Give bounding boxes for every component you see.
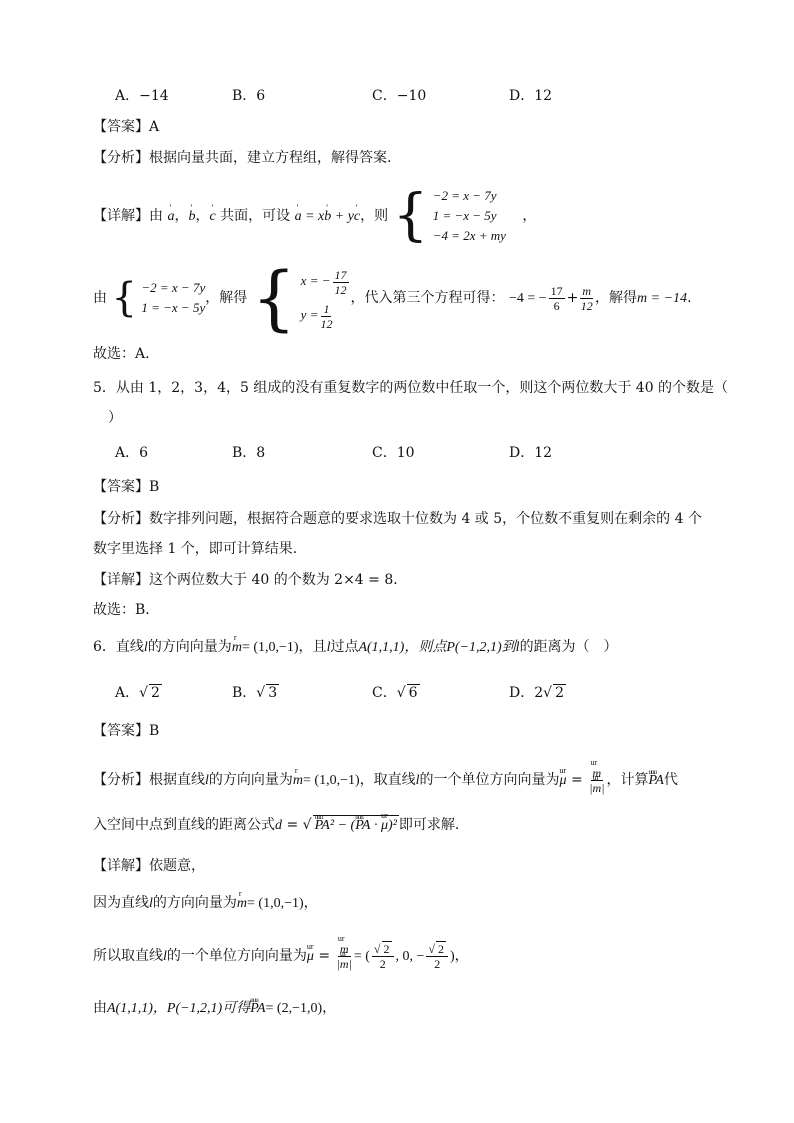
distance-formula: uuu PA² − (uuu PA · ur μ)² bbox=[313, 815, 399, 836]
vector-m: ur m bbox=[340, 957, 349, 971]
text: 根据直线 bbox=[149, 772, 205, 788]
symbol-l: l bbox=[149, 896, 153, 911]
sol-x: x = − bbox=[300, 273, 331, 288]
text: = (2,−1,0)， bbox=[265, 1001, 337, 1016]
option-b: B．√ 3 bbox=[232, 685, 278, 701]
sqrt-value: 2 bbox=[555, 685, 564, 701]
vector-m: r m bbox=[293, 761, 303, 801]
text: 代 bbox=[663, 772, 678, 788]
text: 即可求解. bbox=[398, 817, 460, 833]
text: = (1,0,−1)， bbox=[247, 896, 318, 911]
vector-m: r m bbox=[232, 638, 242, 658]
answer-value: A bbox=[149, 119, 160, 135]
analysis-tag: 【分析】 bbox=[93, 150, 149, 166]
analysis-line: 【分析】根据直线l的方向向量为r m= (1,0,−1)，取直线l的一个单位方向向量为ur μ = ur $\frac{m}{\text{|ur m|}}$ ，计算uuu PA代 bbox=[93, 760, 678, 801]
detail-tag: 【详解】 bbox=[93, 208, 149, 224]
text: ，计算 bbox=[606, 772, 649, 788]
sqrt-value: 3 bbox=[268, 685, 278, 701]
text: ，解得 bbox=[595, 290, 638, 306]
analysis-text: 根据向量共面，建立方程组，解得答案. bbox=[149, 150, 392, 166]
text: 的方向向量为 bbox=[208, 772, 293, 788]
option-label: C． bbox=[372, 685, 397, 701]
frac-den: 12 bbox=[320, 316, 333, 331]
system-eq: −2 = x − 7y bbox=[141, 280, 206, 295]
symbol-l: l bbox=[415, 773, 420, 788]
option-b: B．6 bbox=[232, 88, 266, 104]
frac-den: |ur m| bbox=[589, 781, 604, 795]
sqrt-value: 6 bbox=[408, 685, 418, 701]
option-label: D．2 bbox=[509, 685, 544, 701]
frac-num: 17 bbox=[334, 267, 347, 282]
solution-system: { x = − $\frac{17}{12}$ y = $\frac{1}{12}$ bbox=[251, 257, 347, 339]
frac-num: √ 2 bbox=[426, 941, 448, 957]
eq-left: −4 = − bbox=[508, 291, 547, 306]
analysis-line bbox=[93, 148, 391, 168]
text: = (1,0,−1)，取直线 bbox=[303, 773, 416, 788]
analysis-line-2: 入空间中点到直线的距离公式d = √uuu PA² − (uuu PA · ur μ)² 即可求解. bbox=[93, 815, 459, 836]
frac-num: m bbox=[582, 283, 592, 298]
point-a: A(1,1,1)，则点 bbox=[358, 640, 447, 655]
choose-line: 故选：B． bbox=[93, 602, 160, 618]
option-d: D．12 bbox=[509, 88, 553, 104]
symbol-l: l bbox=[163, 949, 167, 964]
vector-mu: ur μ bbox=[560, 761, 567, 801]
detail-tag: 【详解】 bbox=[93, 572, 149, 588]
system-eq: 1 = −x − 5y bbox=[432, 208, 497, 223]
vector-m: r m bbox=[237, 894, 247, 914]
plus: + bbox=[566, 290, 579, 306]
analysis-line-2: 数字里选择 1 个，即可计算结果. bbox=[93, 541, 298, 557]
option-label: A． bbox=[115, 685, 140, 701]
answer-line bbox=[93, 721, 159, 741]
text: 所以取直线 bbox=[93, 948, 163, 964]
question-stem: 5．从由 1，2，3，4，5 组成的没有重复数字的两位数中任取一个，则这个两位数大于 40 的个数是（ bbox=[93, 380, 729, 396]
detail-text: 依题意， bbox=[149, 858, 205, 874]
choose-line: 故选：A. bbox=[93, 346, 150, 362]
detail-tag: 【详解】 bbox=[93, 858, 149, 874]
vector-a: ' a bbox=[167, 185, 174, 249]
frac-num: ur m bbox=[591, 766, 604, 781]
frac-den: |ur m| bbox=[337, 957, 352, 971]
frac-num: 17 bbox=[550, 283, 563, 298]
symbol-d: d bbox=[275, 818, 282, 833]
vector-pa: uuu PA bbox=[315, 816, 330, 836]
detail-line bbox=[93, 570, 407, 590]
symbol-l: l bbox=[515, 640, 520, 655]
vector-b: ' b bbox=[188, 185, 195, 249]
frac-den: 2 bbox=[379, 957, 386, 971]
vector-mu: ur μ bbox=[381, 816, 388, 836]
text: 的距离为（ ） bbox=[519, 639, 618, 655]
answer-line bbox=[93, 477, 159, 497]
analysis-line bbox=[93, 509, 702, 529]
option-c: C．10 bbox=[372, 445, 415, 461]
option-label: B． bbox=[232, 685, 257, 701]
frac-den: 12 bbox=[580, 298, 593, 313]
detail-text: 由 bbox=[149, 208, 163, 224]
symbol-l: l bbox=[205, 773, 209, 788]
frac-den: 2 bbox=[434, 957, 441, 971]
option-d: D．12 bbox=[509, 445, 553, 461]
analysis-text: 数字排列问题，根据符合题意的要求选取十位数为 4 或 5，个位数不重复则在剩余的 4 个 bbox=[149, 511, 702, 527]
question-stem bbox=[93, 637, 618, 658]
detail-line bbox=[93, 856, 205, 876]
vector-pa: uuu PA bbox=[355, 816, 370, 836]
frac-num: 1 bbox=[323, 301, 330, 316]
system-eq: −2 = x − 7y bbox=[432, 188, 497, 203]
point-a: A(1,1,1)， bbox=[107, 1001, 167, 1016]
option-b: B．8 bbox=[232, 445, 266, 461]
result: m = −14 bbox=[637, 291, 688, 306]
text: = (1,0,−1)，且 bbox=[241, 640, 327, 655]
text: 的一个单位方向向量为 bbox=[166, 948, 307, 964]
vector-c: ' c bbox=[209, 185, 215, 249]
frac-den: 6 bbox=[553, 298, 560, 313]
question-stem-end: ） bbox=[108, 410, 122, 426]
vector-m: ur m bbox=[593, 781, 602, 795]
option-c: C．−10 bbox=[372, 88, 427, 104]
system-eq: −4 = 2x + my bbox=[432, 228, 506, 243]
text: ，解得 bbox=[205, 290, 248, 306]
answer-value: B bbox=[149, 723, 160, 739]
text: 的方向向量为 bbox=[147, 639, 232, 655]
answer-tag: 【答案】 bbox=[93, 723, 149, 739]
detail-line-1 bbox=[93, 893, 318, 914]
text: )， bbox=[450, 949, 469, 964]
text: 入空间中点到直线的距离公式 bbox=[93, 817, 275, 833]
text: 的一个单位方向向量为 bbox=[419, 772, 560, 788]
text: 因为直线 bbox=[93, 895, 149, 911]
point-p: P(−1,2,1)可得 bbox=[166, 1001, 251, 1016]
sqrt-value: 2 bbox=[383, 942, 390, 956]
option-a: A．√ 2 bbox=[115, 685, 160, 701]
solution-line: 由 { −2 = x − 7y 1 = −x − 5y ，解得 { x = − $\frac{17}{12}$ y = $\frac{1}{12}$ ，代入第三个方程可得： −4 = − $\frac{17}{6}$ + $\frac{m}{12}$ ，解得m = −14. bbox=[93, 257, 692, 339]
answer-tag: 【答案】 bbox=[93, 479, 149, 495]
text: 由 bbox=[93, 290, 107, 306]
frac-den: 12 bbox=[334, 282, 347, 297]
detail-line: 【详解】由 ' a，' b，' c 共面，可设 ' a = x' b + y' c，则 { −2 = x − 7y 1 = −x − 5y −4 = 2x + my ， bbox=[93, 184, 536, 249]
analysis-tag: 【分析】 bbox=[93, 511, 149, 527]
answer-value: B bbox=[149, 479, 160, 495]
text: 过点 bbox=[330, 639, 359, 655]
analysis-tag: 【分析】 bbox=[93, 772, 149, 788]
answer-tag: 【答案】 bbox=[93, 119, 149, 135]
text: ，代入第三个方程可得： bbox=[350, 290, 505, 306]
equation-system: { −2 = x − 7y 1 = −x − 5y −4 = 2x + my bbox=[392, 183, 506, 248]
vector-eq: ' a = x' b + y' c bbox=[295, 209, 361, 224]
equation-system-2: { −2 = x − 7y 1 = −x − 5y bbox=[111, 275, 206, 321]
option-c: C．√ 6 bbox=[372, 685, 418, 701]
text: 6．直线 bbox=[93, 639, 144, 655]
vector-pa: uuu PA bbox=[250, 999, 265, 1019]
vector-pa: uuu PA bbox=[649, 761, 664, 801]
text: 由 bbox=[93, 1000, 107, 1016]
text: 的方向向量为 bbox=[152, 895, 237, 911]
detail-text: 共面，可设 bbox=[220, 208, 291, 224]
sqrt-value: 2 bbox=[438, 942, 445, 956]
text: = ( bbox=[353, 949, 370, 964]
frac-num: √ 2 bbox=[372, 941, 394, 957]
symbol-l: l bbox=[143, 640, 148, 655]
detail-text: ，则 bbox=[360, 208, 389, 224]
answer-line bbox=[93, 117, 159, 137]
sqrt-value: 2 bbox=[151, 685, 160, 701]
detail-text: 这个两位数大于 40 的个数为 2×4 = 8． bbox=[149, 572, 408, 588]
detail-line-2: 所以取直线l的一个单位方向向量为ur μ = ur $\frac{m}{\text{|ur m|}}$ = ( $\frac{√ 2}{2}$ , 0, − $\frac{√ 2}{2}$ )， bbox=[93, 932, 469, 981]
option-a: A．−14 bbox=[115, 88, 169, 104]
frac-num: ur m bbox=[338, 942, 351, 957]
detail-line-3 bbox=[93, 998, 336, 1019]
option-d: D．2√ 2 bbox=[509, 685, 564, 701]
system-eq: 1 = −x − 5y bbox=[141, 300, 206, 315]
option-a: A．6 bbox=[115, 445, 149, 461]
text: , 0, − bbox=[395, 949, 425, 964]
symbol-l: l bbox=[326, 640, 331, 655]
point-p: P(−1,2,1)到 bbox=[446, 640, 516, 655]
sol-y: y = bbox=[300, 307, 319, 322]
vector-mu: ur μ bbox=[307, 933, 314, 981]
